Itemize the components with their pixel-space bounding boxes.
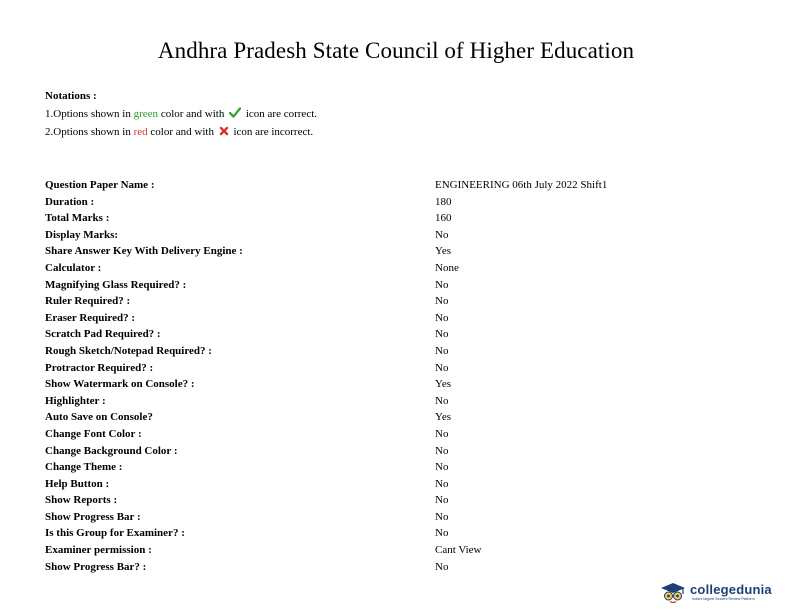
detail-row — [45, 343, 745, 360]
detail-row — [45, 542, 745, 559]
detail-row — [45, 509, 745, 526]
detail-value: No — [435, 494, 449, 507]
red-word: red — [133, 126, 148, 138]
detail-value: No — [435, 427, 449, 440]
detail-row — [45, 293, 745, 310]
notation-text: 1.Options shown in — [45, 107, 134, 120]
check-icon — [229, 107, 241, 125]
detail-value: ENGINEERING 06th July 2022 Shift1 — [435, 179, 608, 191]
detail-row — [45, 476, 745, 493]
detail-value: No — [435, 361, 449, 374]
graduate-mascot-icon — [658, 582, 688, 609]
detail-row — [45, 227, 745, 244]
green-word: green — [133, 107, 159, 120]
paper-details-table — [45, 177, 745, 575]
detail-label: Rough Sketch/Notepad Required? : — [45, 344, 212, 357]
detail-label: Scratch Pad Required? : — [45, 328, 161, 341]
detail-value: Yes — [435, 411, 452, 424]
detail-label: Share Answer Key With Delivery Engine : — [45, 245, 243, 258]
detail-row — [45, 210, 745, 227]
detail-label: Display Marks: — [45, 228, 119, 241]
detail-label: Duration : — [45, 195, 95, 208]
detail-label: Total Marks : — [45, 212, 110, 225]
notation-incorrect — [45, 124, 317, 143]
detail-row — [45, 376, 745, 393]
detail-value: No — [435, 311, 449, 324]
detail-value: No — [435, 328, 449, 341]
detail-value: No — [435, 394, 449, 407]
detail-row — [45, 243, 745, 260]
detail-row — [45, 360, 745, 377]
detail-value: No — [435, 228, 449, 241]
detail-label: Help Button : — [45, 477, 110, 490]
detail-value: No — [435, 560, 449, 573]
detail-label: Show Progress Bar? : — [45, 560, 147, 573]
collegedunia-watermark — [656, 580, 788, 606]
detail-label: Question Paper Name : — [45, 179, 155, 191]
brand-name: collegedunia — [690, 582, 772, 597]
detail-value: No — [435, 344, 449, 357]
detail-value: No — [435, 295, 449, 308]
detail-label: Highlighter : — [45, 394, 106, 407]
detail-label: Ruler Required? : — [45, 295, 131, 308]
notation-text: color and with — [158, 107, 228, 120]
detail-label: Calculator : — [45, 261, 102, 274]
cross-icon — [219, 125, 229, 143]
detail-row — [45, 409, 745, 426]
detail-label: Magnifying Glass Required? : — [45, 278, 187, 291]
detail-row — [45, 559, 745, 576]
detail-row — [45, 492, 745, 509]
detail-row — [45, 194, 745, 211]
detail-row — [45, 443, 745, 460]
detail-label: Protractor Required? : — [45, 361, 154, 374]
detail-value: Yes — [435, 378, 452, 391]
detail-label: Auto Save on Console? — [45, 411, 153, 424]
detail-label: Examiner permission : — [45, 544, 152, 557]
detail-label: Change Background Color : — [45, 444, 178, 457]
detail-row — [45, 310, 745, 327]
detail-value: No — [435, 510, 449, 523]
notations-heading: Notations : — [45, 90, 97, 102]
notation-text: color and with — [147, 126, 217, 138]
detail-row — [45, 260, 745, 277]
detail-label: Show Reports : — [45, 494, 118, 507]
detail-value: No — [435, 461, 449, 474]
notation-text: icon are correct. — [243, 107, 318, 120]
brand-tagline: India's largest Student Review Platform — [692, 597, 755, 601]
detail-label: Change Theme : — [45, 461, 123, 474]
detail-row — [45, 277, 745, 294]
detail-row — [45, 459, 745, 476]
detail-label: Eraser Required? : — [45, 311, 136, 324]
detail-label: Show Progress Bar : — [45, 510, 141, 523]
detail-row — [45, 177, 745, 194]
detail-value: None — [435, 261, 459, 274]
notation-text: 2.Options shown in — [45, 126, 134, 138]
detail-row — [45, 426, 745, 443]
detail-row — [45, 326, 745, 343]
detail-value: No — [435, 527, 449, 540]
detail-row — [45, 525, 745, 542]
notation-correct — [45, 106, 317, 125]
detail-label: Show Watermark on Console? : — [45, 378, 195, 391]
detail-value: 180 — [435, 195, 452, 208]
detail-value: Yes — [435, 245, 452, 258]
detail-value: Cant View — [435, 544, 482, 557]
detail-value: No — [435, 278, 449, 291]
notations-section — [45, 88, 317, 143]
detail-row — [45, 393, 745, 410]
notation-text: icon are incorrect. — [230, 126, 314, 138]
detail-label: Change Font Color : — [45, 427, 142, 440]
detail-value: No — [435, 477, 449, 490]
detail-label: Is this Group for Examiner? : — [45, 527, 185, 540]
detail-value: 160 — [435, 212, 452, 225]
page-title: Andhra Pradesh State Council of Higher Education — [157, 38, 635, 63]
detail-value: No — [435, 444, 449, 457]
